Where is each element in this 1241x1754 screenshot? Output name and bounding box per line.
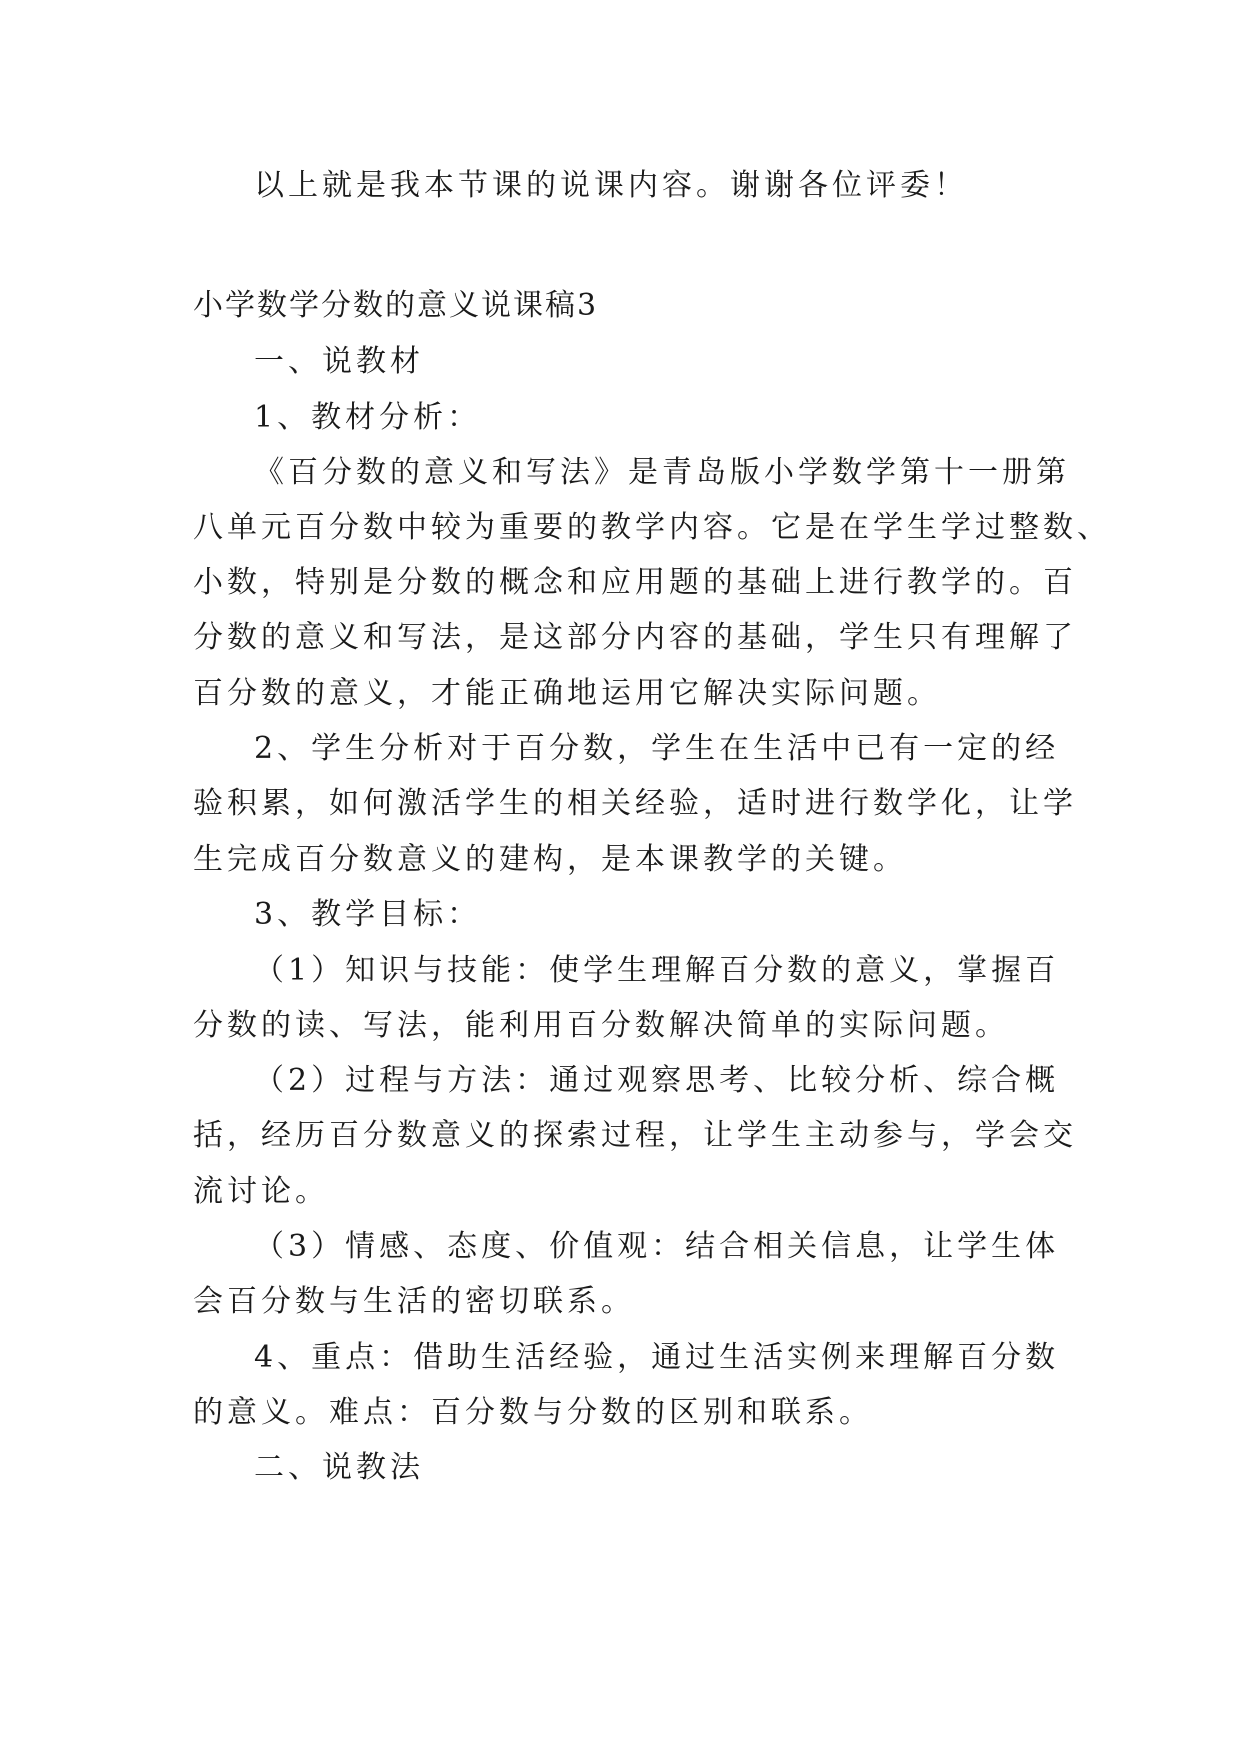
section-1-heading: 一、说教材	[254, 344, 424, 379]
section-2-heading: 二、说教法	[254, 1450, 424, 1485]
paragraph-line: （2）过程与方法：通过观察思考、比较分析、综合概	[254, 1063, 1060, 1098]
item-3-heading: 3、教学目标：	[254, 897, 482, 932]
page-title: 小学数学分数的意义说课稿3	[193, 288, 599, 323]
paragraph-line: 分数的读、写法，能利用百分数解决简单的实际问题。	[193, 1008, 1009, 1043]
paragraph-line: 2、学生分析对于百分数，学生在生活中已有一定的经	[254, 731, 1060, 766]
paragraph-line: 百分数的意义，才能正确地运用它解决实际问题。	[193, 676, 941, 711]
paragraph-line: 小数，特别是分数的概念和应用题的基础上进行教学的。百	[193, 565, 1077, 600]
paragraph-line: 《百分数的意义和写法》是青岛版小学数学第十一册第	[254, 455, 1070, 490]
paragraph-line: 的意义。难点：百分数与分数的区别和联系。	[193, 1395, 873, 1430]
paragraph-line: 括，经历百分数意义的探索过程，让学生主动参与，学会交	[193, 1118, 1077, 1153]
paragraph-line: 八单元百分数中较为重要的教学内容。它是在学生学过整数、	[193, 510, 1111, 545]
paragraph-line: （1）知识与技能：使学生理解百分数的意义，掌握百	[254, 953, 1060, 988]
paragraph-line: 生完成百分数意义的建构，是本课教学的关键。	[193, 842, 907, 877]
paragraph-line: 4、重点：借助生活经验，通过生活实例来理解百分数	[254, 1340, 1060, 1375]
paragraph-line: 验积累，如何激活学生的相关经验，适时进行数学化，让学	[193, 786, 1077, 821]
paragraph-line: 会百分数与生活的密切联系。	[193, 1284, 635, 1319]
paragraph-line: 分数的意义和写法，是这部分内容的基础，学生只有理解了	[193, 620, 1077, 655]
item-1-heading: 1、教材分析：	[254, 400, 482, 435]
paragraph-line: 流讨论。	[193, 1174, 329, 1209]
paragraph-line: （3）情感、态度、价值观：结合相关信息，让学生体	[254, 1229, 1060, 1264]
closing-line: 以上就是我本节课的说课内容。谢谢各位评委！	[254, 168, 968, 203]
